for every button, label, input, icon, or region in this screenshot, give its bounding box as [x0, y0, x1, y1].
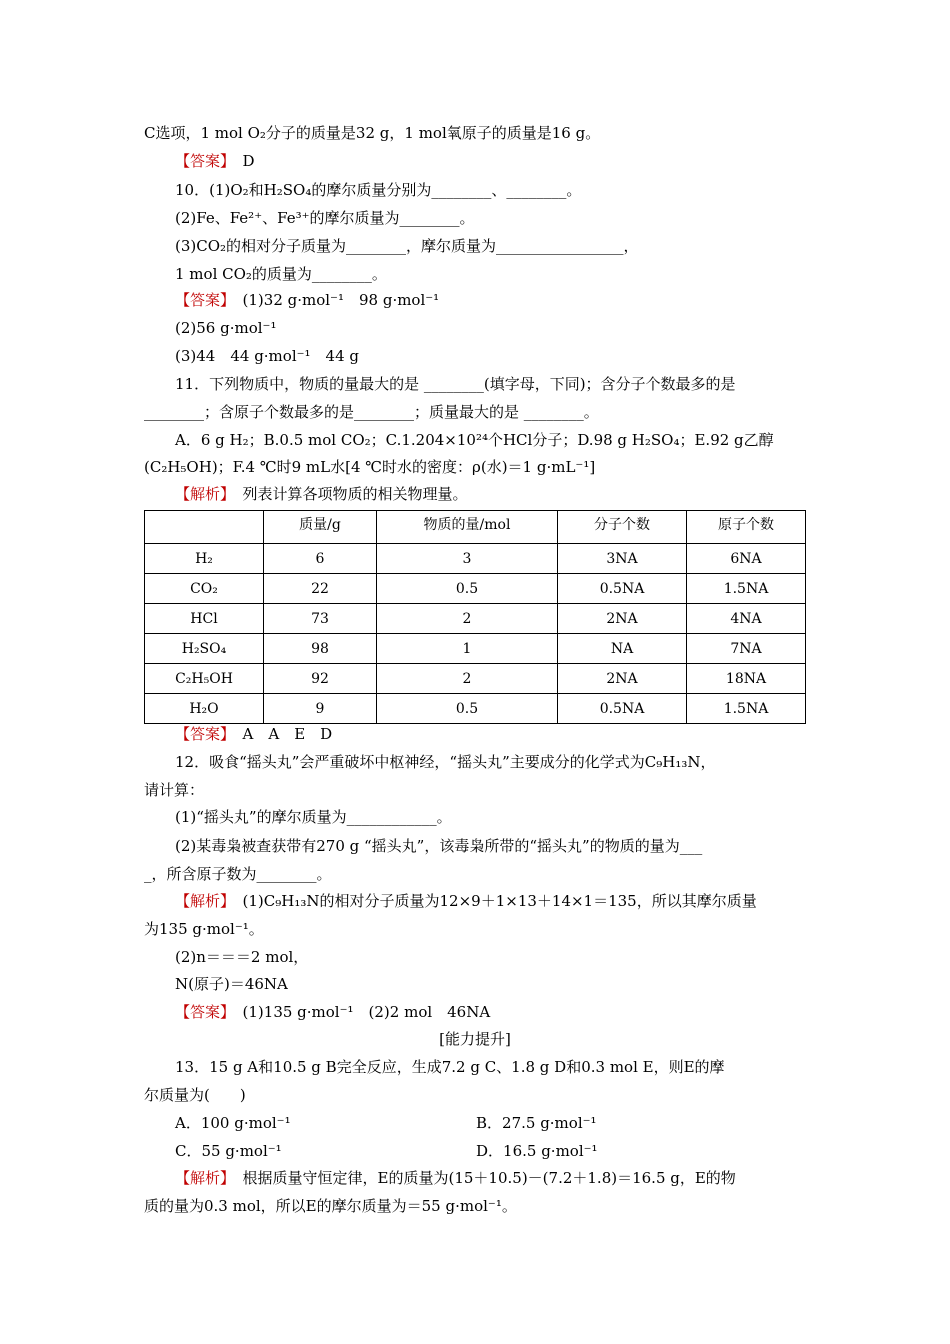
table-cell: 92 — [264, 664, 377, 694]
section-heading: [能力提升] — [439, 1030, 511, 1048]
question-11-line-4: (C₂H₅OH)；F.4 ℃时9 mL水[4 ℃时水的密度：ρ(水)＝1 g·mL⁻¹] — [144, 458, 596, 476]
table-cell: 0.5NA — [558, 574, 687, 604]
answer-10 — [175, 290, 439, 310]
answer-text: (1)135 g·mol⁻¹ (2)2 mol 46NA — [242, 1003, 491, 1021]
c-option-line: C选项，1 mol O₂分子的质量是32 g，1 mol氧原子的质量是16 g。 — [144, 124, 601, 142]
question-12-line-1: 12．吸食“摇头丸”会严重破坏中枢神经，“摇头丸”主要成分的化学式为C₉H₁₃N， — [175, 753, 716, 771]
option-c: C．55 g·mol⁻¹ — [175, 1142, 282, 1160]
question-12-line-5: _，所含原子数为________。 — [144, 865, 332, 883]
table-row — [145, 664, 806, 694]
question-13-line-1: 13．15 g A和10.5 g B完全反应，生成7.2 g C、1.8 g D和0.3 mol E，则E的摩 — [175, 1058, 725, 1076]
table-cell: 6NA — [687, 544, 806, 574]
table-cell: 3 — [377, 544, 558, 574]
table-cell: 9 — [264, 694, 377, 724]
analysis-13-line-2: 质的量为0.3 mol，所以E的摩尔质量为＝55 g·mol⁻¹。 — [144, 1197, 517, 1215]
table-row — [145, 574, 806, 604]
table-cell: HCl — [145, 604, 264, 634]
table-row — [145, 544, 806, 574]
analysis-12 — [175, 891, 757, 911]
analysis-label: 【解析】 — [175, 485, 228, 503]
answer-text: (1)32 g·mol⁻¹ 98 g·mol⁻¹ — [242, 291, 440, 309]
table-row — [145, 694, 806, 724]
table-cell: H₂ — [145, 544, 264, 574]
table-cell: 2 — [377, 664, 558, 694]
table-cell: 0.5 — [377, 574, 558, 604]
option-a: A．100 g·mol⁻¹ — [175, 1114, 291, 1132]
table-cell: 1.5NA — [687, 574, 806, 604]
table-cell: 18NA — [687, 664, 806, 694]
table-cell: 0.5NA — [558, 694, 687, 724]
question-12-line-3: (1)“摇头丸”的摩尔质量为____________。 — [175, 808, 452, 826]
table-cell: H₂O — [145, 694, 264, 724]
table-cell: 1.5NA — [687, 694, 806, 724]
question-13-line-2: 尔质量为( ) — [144, 1086, 246, 1104]
analysis-label: 【解析】 — [175, 1169, 228, 1187]
question-10-line-3: (3)CO₂的相对分子质量为________，摩尔质量为_________________， — [175, 237, 639, 255]
table-header-cell: 物质的量/mol — [377, 511, 558, 544]
answer-9 — [175, 151, 255, 171]
table-cell: 0.5 — [377, 694, 558, 724]
table-row — [145, 604, 806, 634]
question-10-line-1: 10．(1)O₂和H₂SO₄的摩尔质量分别为________、________。 — [175, 181, 582, 199]
analysis-11 — [175, 484, 468, 504]
analysis-text: 列表计算各项物质的相关物理量。 — [242, 485, 468, 503]
table-cell: NA — [558, 634, 687, 664]
table-cell: C₂H₅OH — [145, 664, 264, 694]
answer-label: 【答案】 — [175, 152, 228, 170]
analysis-text: 根据质量守恒定律，E的质量为(15＋10.5)－(7.2＋1.8)＝16.5 g，E的物 — [242, 1169, 736, 1187]
calculation-table — [144, 510, 806, 724]
analysis-12-line-2: 为135 g·mol⁻¹。 — [144, 920, 264, 938]
answer-10-line-3: (3)44 44 g·mol⁻¹ 44 g — [175, 347, 359, 365]
table-cell: 6 — [264, 544, 377, 574]
option-d: D．16.5 g·mol⁻¹ — [476, 1142, 598, 1160]
answer-label: 【答案】 — [175, 1003, 228, 1021]
table-cell: 2NA — [558, 664, 687, 694]
analysis-label: 【解析】 — [175, 892, 228, 910]
table-cell: CO₂ — [145, 574, 264, 604]
answer-label: 【答案】 — [175, 291, 228, 309]
table-row — [145, 634, 806, 664]
table-header-cell: 分子个数 — [558, 511, 687, 544]
table-cell: 2 — [377, 604, 558, 634]
analysis-text: (1)C₉H₁₃N的相对分子质量为12×9＋1×13＋14×1＝135，所以其摩尔质量 — [242, 892, 757, 910]
analysis-12-line-3: (2)n＝＝＝2 mol， — [175, 948, 309, 966]
table-header-row — [145, 511, 806, 544]
question-11-line-3: A．6 g H₂；B.0.5 mol CO₂；C.1.204×10²⁴个HCl分子；D.98 g H₂SO₄；E.92 g乙醇 — [175, 431, 774, 449]
question-10-line-4: 1 mol CO₂的质量为________。 — [175, 265, 387, 283]
analysis-12-line-4: N(原子)＝46NA — [175, 975, 288, 993]
answer-text: A A E D — [242, 725, 333, 743]
answer-text: D — [242, 152, 255, 170]
table-cell: 4NA — [687, 604, 806, 634]
answer-label: 【答案】 — [175, 725, 228, 743]
option-b: B．27.5 g·mol⁻¹ — [476, 1114, 597, 1132]
table-cell: 7NA — [687, 634, 806, 664]
table-cell: 98 — [264, 634, 377, 664]
answer-10-line-2: (2)56 g·mol⁻¹ — [175, 319, 277, 337]
table-cell: 1 — [377, 634, 558, 664]
table-header-cell — [145, 511, 264, 544]
analysis-13 — [175, 1168, 736, 1188]
table-cell: 22 — [264, 574, 377, 604]
table-header-cell: 原子个数 — [687, 511, 806, 544]
question-10-line-2: (2)Fe、Fe²⁺、Fe³⁺的摩尔质量为________。 — [175, 209, 475, 227]
question-11-line-2: ________；含原子个数最多的是________；质量最大的是 ________。 — [144, 403, 599, 421]
answer-12 — [175, 1002, 490, 1022]
table-cell: H₂SO₄ — [145, 634, 264, 664]
table-cell: 2NA — [558, 604, 687, 634]
question-12-line-4: (2)某毒枭被查获带有270 g “摇头丸”，该毒枭所带的“摇头丸”的物质的量为___ — [175, 837, 703, 855]
question-11-line-1: 11．下列物质中，物质的量最大的是 ________(填字母，下同)；含分子个数最多的是 — [175, 375, 736, 393]
question-12-line-2: 请计算： — [144, 781, 205, 799]
table-cell: 3NA — [558, 544, 687, 574]
answer-11 — [175, 724, 332, 744]
table-cell: 73 — [264, 604, 377, 634]
table-header-cell: 质量/g — [264, 511, 377, 544]
